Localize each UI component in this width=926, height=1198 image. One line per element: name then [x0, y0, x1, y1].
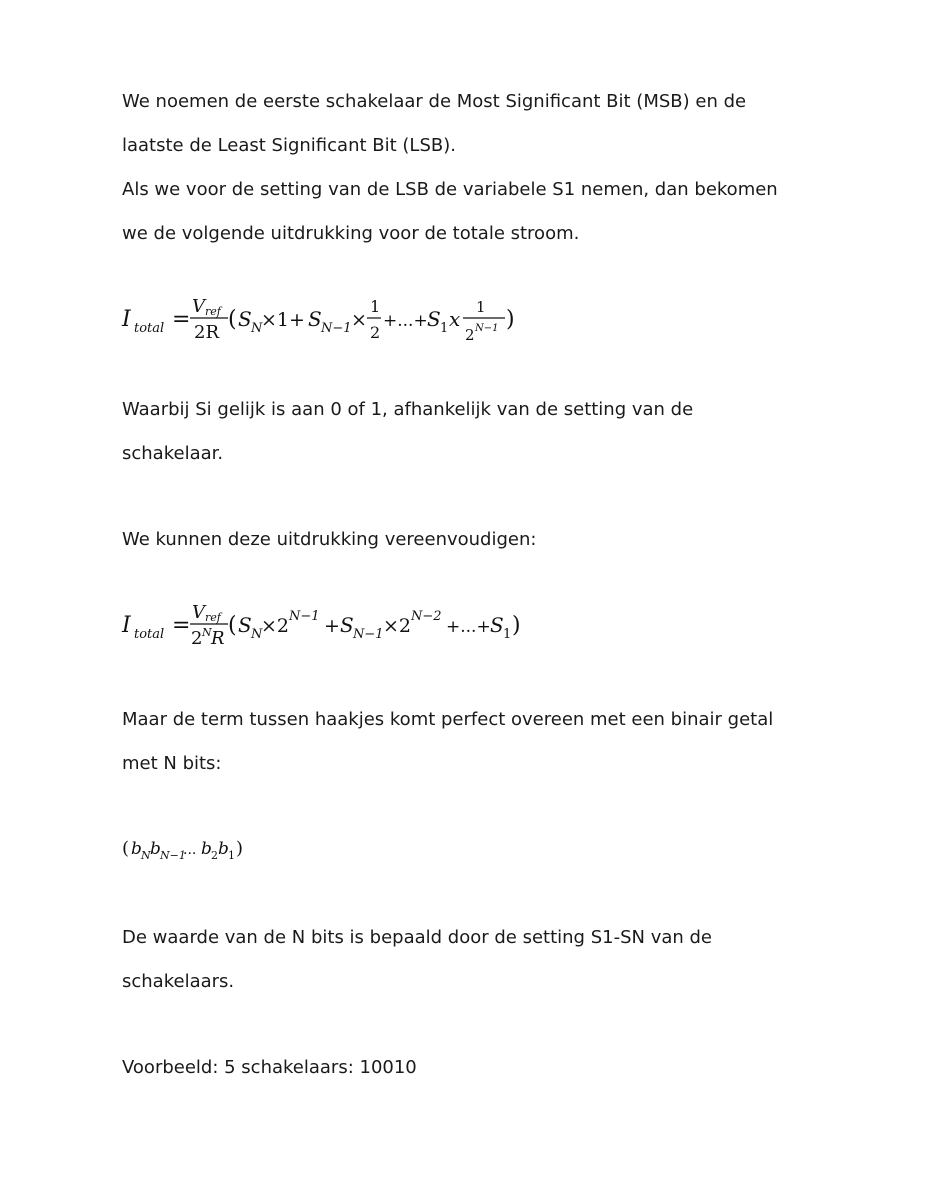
- paragraph-si-setting: [122, 388, 812, 476]
- formula-denominator: 2: [370, 323, 381, 342]
- text-line: Maar de term tussen haakjes komt perfect overeen met een binair getal: [122, 709, 774, 730]
- formula-numerator: 1: [476, 298, 486, 316]
- formula-symbol: b: [150, 839, 161, 859]
- formula-subscript: N−1: [160, 849, 186, 862]
- formula-subscript: ref: [205, 611, 221, 624]
- formula-superscript: N−1: [289, 609, 320, 624]
- formula-operator: ×1+: [261, 309, 305, 331]
- formula-symbol: I: [122, 307, 131, 332]
- formula-denominator: 2R: [194, 322, 220, 343]
- formula-binary-bits: [122, 830, 282, 870]
- formula-operator: +...+: [383, 311, 428, 331]
- formula-paren: (: [228, 307, 237, 332]
- paragraph-msb-lsb: [122, 80, 812, 256]
- formula-equals: =: [172, 307, 191, 332]
- text-line: Voorbeeld: 5 schakelaars: 10010: [122, 1057, 417, 1078]
- text-line: Waarbij Si gelijk is aan 0 of 1, afhankelijk van de setting van de: [122, 399, 694, 420]
- paragraph-simplify: [122, 518, 812, 562]
- formula-equals: =: [172, 613, 191, 638]
- formula-subscript: 1: [503, 627, 512, 642]
- text-line: we de volgende uitdrukking voor de totale stroom.: [122, 223, 580, 244]
- formula-operator: ×2: [261, 615, 290, 637]
- formula-superscript: N−2: [411, 609, 442, 624]
- formula-subscript: 2: [211, 849, 218, 862]
- paragraph-example: [122, 1046, 812, 1090]
- formula-paren: ): [512, 613, 521, 638]
- formula-subscript: 1: [440, 321, 449, 336]
- formula-symbol: S: [308, 307, 322, 331]
- formula-numerator: V: [192, 602, 205, 623]
- formula-symbol: b: [131, 839, 142, 859]
- text-line: Als we voor de setting van de LSB de variabele S1 nemen, dan bekomen: [122, 179, 778, 200]
- formula-symbol: S: [238, 613, 252, 637]
- formula-operator: +: [324, 615, 340, 637]
- formula-paren: ): [236, 838, 244, 859]
- formula-operator: ×2: [383, 615, 412, 637]
- formula-numerator: 1: [370, 297, 381, 316]
- formula-subscript: N−1: [321, 321, 352, 336]
- formula-subscript: ref: [205, 305, 221, 318]
- formula-total-current-svg: [122, 292, 542, 352]
- text-line: schakelaars.: [122, 971, 235, 992]
- text-line: We kunnen deze uitdrukking vereenvoudigen:: [122, 529, 537, 550]
- formula-binary-bits-svg: [122, 830, 282, 870]
- formula-symbol: S: [427, 307, 441, 331]
- formula-symbol: S: [340, 613, 354, 637]
- formula-operator: ...: [183, 842, 197, 858]
- formula-symbol: S: [490, 613, 504, 637]
- formula-subscript: N: [251, 627, 263, 642]
- formula-subscript: 1: [228, 849, 235, 862]
- formula-superscript: N−1: [475, 323, 499, 334]
- formula-operator: ×: [351, 309, 367, 331]
- formula-paren: (: [122, 838, 130, 859]
- formula-subscript: N: [251, 321, 263, 336]
- formula-denominator: R: [211, 628, 225, 649]
- formula-symbol: I: [122, 613, 131, 638]
- paragraph-binary-number: [122, 698, 812, 786]
- formula-numerator: V: [192, 296, 205, 317]
- formula-superscript: N: [202, 626, 212, 639]
- formula-denominator: 2: [191, 628, 203, 649]
- formula-symbol: b: [201, 839, 212, 859]
- formula-subscript: total: [134, 321, 165, 336]
- formula-total-current: [122, 292, 542, 352]
- formula-subscript: N−1: [353, 627, 384, 642]
- text-line: schakelaar.: [122, 443, 224, 464]
- formula-simplified-current-svg: [122, 598, 562, 658]
- text-line: met N bits:: [122, 753, 222, 774]
- formula-symbol: S: [238, 307, 252, 331]
- formula-paren: ): [506, 307, 515, 332]
- formula-symbol: b: [218, 839, 229, 859]
- formula-symbol: x: [449, 307, 461, 331]
- formula-operator: +...+: [446, 617, 491, 637]
- formula-paren: (: [228, 613, 237, 638]
- paragraph-bit-value: [122, 916, 812, 1004]
- formula-simplified-current: [122, 598, 562, 658]
- formula-subscript: total: [134, 627, 165, 642]
- formula-denominator: 2: [465, 326, 475, 344]
- text-line: De waarde van de N bits is bepaald door de setting S1-SN van de: [122, 927, 713, 948]
- text-line: laatste de Least Significant Bit (LSB).: [122, 135, 456, 156]
- text-line: We noemen de eerste schakelaar de Most Significant Bit (MSB) en de: [122, 91, 747, 112]
- formula-subscript: N: [141, 849, 151, 862]
